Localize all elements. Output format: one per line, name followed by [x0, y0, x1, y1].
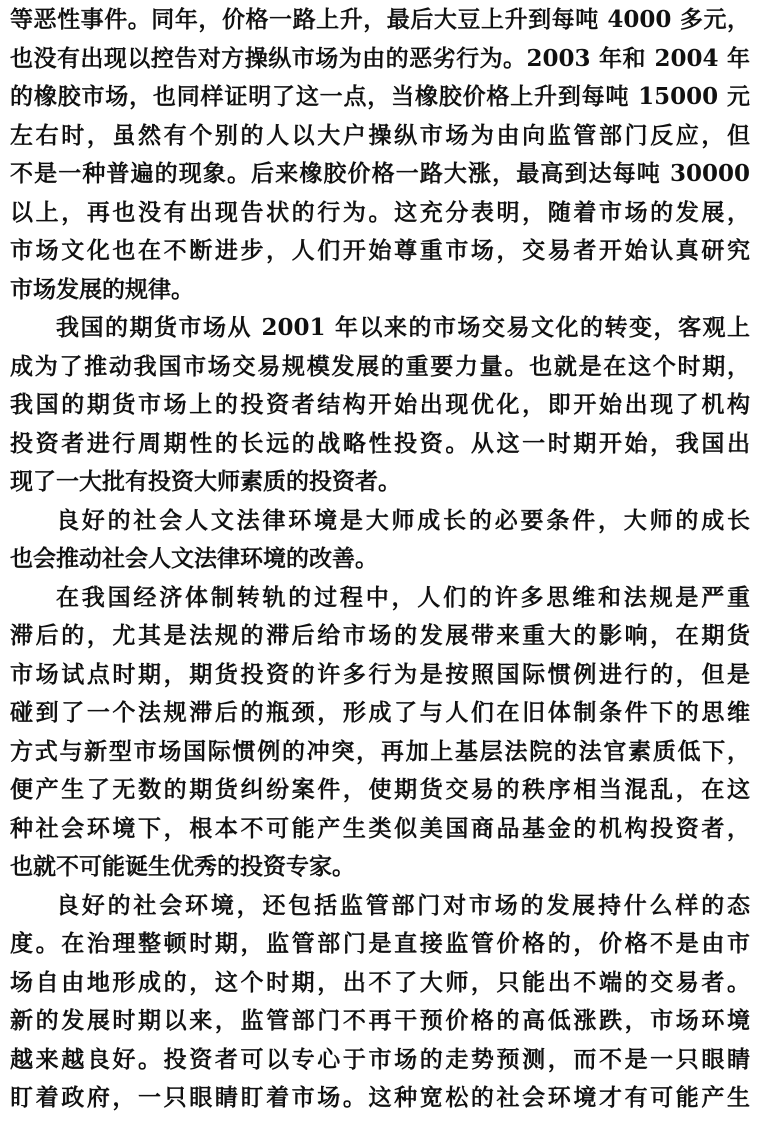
paragraph-first-line: 我国的期货市场从 2001 年以来的市场交易文化的转变，客观上	[56, 314, 750, 341]
text-line: 度。在治理整顿时期，监管部门是直接监管价格的，价格不是由市	[10, 930, 750, 957]
text-line: 成为了推动我国市场交易规模发展的重要力量。也就是在这个时期，	[10, 352, 750, 380]
text-line: 也没有出现以控告对方操纵市场为由的恶劣行为。2003 年和 2004 年	[10, 44, 750, 72]
text-line: 场自由地形成的，这个时期，出不了大师，只能出不端的交易者。	[10, 968, 750, 996]
text-line: 滞后的，尤其是法规的滞后给市场的发展带来重大的影响，在期货	[10, 622, 750, 649]
text-line: 也就不可能诞生优秀的投资专家。	[10, 853, 355, 880]
text-line: 方式与新型市场国际惯例的冲突，再加上基层法院的法官素质低下，	[10, 737, 750, 765]
text-line: 的橡胶市场，也同样证明了这一点，当橡胶价格上升到每吨 15000 元	[10, 83, 750, 110]
text-line: 以上，再也没有出现告状的行为。这充分表明，随着市场的发展，	[10, 198, 750, 226]
text-line: 新的发展时期以来，监管部门不再干预价格的高低涨跌，市场环境	[10, 1007, 750, 1034]
text-line: 市场发展的规律。	[10, 275, 194, 303]
text-line: 等恶性事件。同年，价格一路上升，最后大豆上升到每吨 4000 多元，	[10, 6, 750, 33]
text-line: 市场文化也在不断进步，人们开始尊重市场，交易者开始认真研究	[10, 237, 750, 264]
text-line: 左右时，虽然有个别的人以大户操纵市场为由向监管部门反应，但	[10, 121, 750, 149]
paragraph-first-line: 在我国经济体制转轨的过程中，人们的许多思维和法规是严重	[56, 583, 750, 611]
text-line: 便产生了无数的期货纠纷案件，使期货交易的秩序相当混乱，在这	[10, 776, 750, 803]
text-line: 也会推动社会人文法律环境的改善。	[10, 545, 378, 572]
text-line: 种社会环境下，根本不可能产生类似美国商品基金的机构投资者，	[10, 814, 750, 842]
paragraph-first-line: 良好的社会人文法律环境是大师成长的必要条件，大师的成长	[56, 506, 750, 534]
text-line: 市场试点时期，期货投资的许多行为是按照国际惯例进行的，但是	[10, 660, 750, 688]
paragraph-first-line: 良好的社会环境，还包括监管部门对市场的发展持什么样的态	[56, 891, 750, 919]
text-line: 投资者进行周期性的长远的战略性投资。从这一时期开始，我国出	[10, 429, 750, 457]
document-page	[10, 0, 750, 1123]
text-line: 盯着政府，一只眼睛盯着市场。这种宽松的社会环境才有可能产生	[10, 1084, 750, 1111]
text-line: 碰到了一个法规滞后的瓶颈，形成了与人们在旧体制条件下的思维	[10, 699, 750, 726]
text-line: 现了一大批有投资大师素质的投资者。	[10, 468, 401, 495]
text-line: 越来越良好。投资者可以专心于市场的走势预测，而不是一只眼睛	[10, 1045, 750, 1073]
text-line: 我国的期货市场上的投资者结构开始出现优化，即开始出现了机构	[10, 391, 750, 418]
text-line: 不是一种普遍的现象。后来橡胶价格一路大涨，最高到达每吨 30000	[10, 160, 750, 187]
